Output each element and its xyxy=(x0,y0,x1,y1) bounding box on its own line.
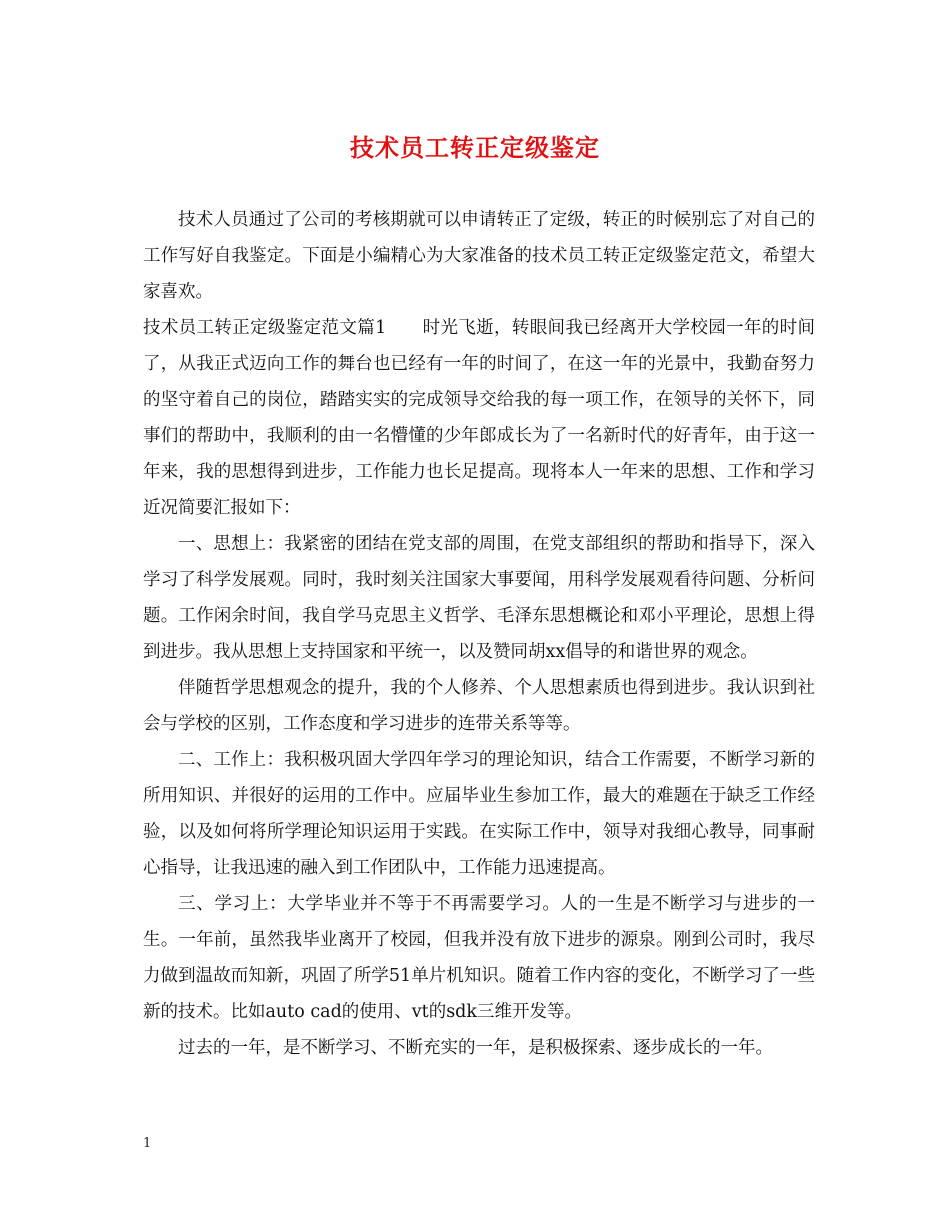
sample-paragraph xyxy=(143,310,815,526)
sample-opening-text: 时光飞逝，转眼间我已经离开大学校园一年的时间了，从我正式迈向工作的舞台也已经有一年的时间了，在这一年的光景中，我勤奋努力的坚守着自己的岗位，踏踏实实的完成领导交给我的每一项工作，在领导的关怀下，同事们的帮助中，我顺利的由一名懵懂的少年郎成长为了一名新时代的好青年，由于这一年来，我的思想得到进步，工作能力也长足提高。现将本人一年来的思想、工作和学习近况简要汇报如下： xyxy=(143,318,816,518)
body-paragraph-summary: 过去的一年，是不断学习、不断充实的一年，是积极探索、逐步成长的一年。 xyxy=(178,1038,773,1058)
document-title: 技术员工转正定级鉴定 xyxy=(350,133,600,162)
document-body xyxy=(143,202,815,1066)
body-paragraph-study: 三、学习上：大学毕业并不等于不再需要学习。人的一生是不断学习与进步的一生。一年前，虽然我毕业离开了校园，但我并没有放下进步的源泉。刚到公司时，我尽力做到温故而知新，巩固了所学51单片机知识。随着工作内容的变化，不断学习了一些新的技术。比如auto cad的使用、vt的sdk三维开发等。 xyxy=(143,894,815,1022)
sample-heading: 技术员工转正定级鉴定范文篇1 xyxy=(143,318,387,338)
body-paragraph-work: 二、工作上：我积极巩固大学四年学习的理论知识，结合工作需要，不断学习新的所用知识、并很好的运用的工作中。应届毕业生参加工作，最大的难题在于缺乏工作经验，以及如何将所学理论知识运用于实践。在实际工作中，领导对我细心教导，同事耐心指导，让我迅速的融入到工作团队中，工作能力迅速提高。 xyxy=(143,750,815,878)
body-paragraph-thought: 一、思想上：我紧密的团结在党支部的周围，在党支部组织的帮助和指导下，深入学习了科学发展观。同时，我时刻关注国家大事要闻，用科学发展观看待问题、分析问题。工作闲余时间，我自学马克思主义哲学、毛泽东思想概论和邓小平理论，思想上得到进步。我从思想上支持国家和平统一，以及赞同胡xx倡导的和谐世界的观念。 xyxy=(143,534,815,662)
body-paragraph-cultivation: 伴随哲学思想观念的提升，我的个人修养、个人思想素质也得到进步。我认识到社会与学校的区别，工作态度和学习进步的连带关系等等。 xyxy=(143,678,815,734)
page-number: 1 xyxy=(143,1136,152,1151)
intro-paragraph: 技术人员通过了公司的考核期就可以申请转正了定级，转正的时候别忘了对自己的工作写好自我鉴定。下面是小编精心为大家准备的技术员工转正定级鉴定范文，希望大家喜欢。 xyxy=(143,210,815,302)
